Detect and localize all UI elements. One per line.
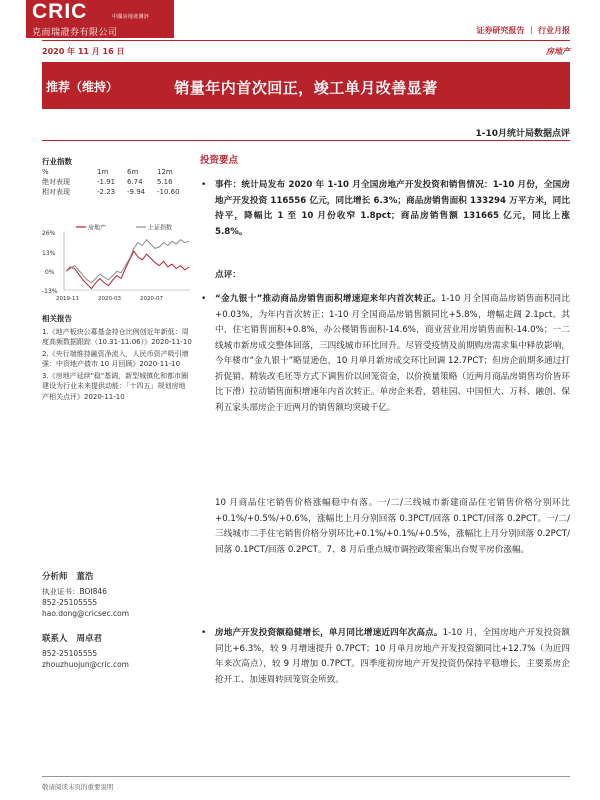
analyst-phone: 852-25105555 xyxy=(42,598,98,607)
x-tick-label: 2019-11 xyxy=(56,296,79,302)
event-paragraph xyxy=(201,178,570,240)
analyst-role: 分析师 xyxy=(42,572,68,582)
analyst-heading xyxy=(42,572,192,583)
performance-table xyxy=(42,167,187,197)
industry-index-label: 行业指数 xyxy=(42,157,72,166)
legend-label-0: 房地产 xyxy=(88,224,107,232)
doc-type: 证券研究报告 ｜ 行业月报 xyxy=(476,26,570,35)
table-cell: 5.16 xyxy=(157,178,173,186)
logo-tagline: 中國房地產測評 xyxy=(112,14,150,20)
report-title: 销量年内首次回正，竣工单月改善显著 xyxy=(174,79,438,97)
analyst-email[interactable]: hao.dong@cricsec.com xyxy=(42,609,130,618)
table-cell: -9.94 xyxy=(127,188,146,196)
x-tick-label: 2020-03 xyxy=(98,296,121,302)
chart-series-layer xyxy=(66,240,189,289)
analyst-card xyxy=(42,572,192,619)
contact-role: 联系人 xyxy=(42,634,68,644)
bullet-icon: • xyxy=(201,180,207,190)
table-row xyxy=(42,177,187,187)
paragraph-sales xyxy=(201,292,570,416)
paragraph-lead: “金九银十”推动商品房销售面积增速迎来年内首次转正。 xyxy=(215,294,441,304)
table-header-cell: 1m xyxy=(97,168,109,176)
footer-divider xyxy=(42,776,570,777)
industry-index xyxy=(42,156,192,197)
contact-email[interactable]: zhouzhuojun@cric.com xyxy=(42,660,129,669)
section-heading: 投资要点 xyxy=(200,155,239,166)
contact-card xyxy=(42,634,192,670)
header-divider xyxy=(42,40,570,41)
table-cell: -2.23 xyxy=(97,188,116,196)
logo-company-name: 克而瑞證券有限公司 xyxy=(32,28,118,38)
series-line-0 xyxy=(66,251,189,288)
related-reports xyxy=(42,314,192,402)
table-cell: 绝对表现 xyxy=(42,178,70,186)
table-cell: -10.60 xyxy=(157,188,180,196)
paragraph-body: 1-10 月全国商品房销售面积同比+0.03%，为年内首次转正；1-10 月全国商品房销售额同比+5.8%，增幅走阔 2.1pct。其中，住宅销售面积+0.8%，办公楼销售面积-14.6%，商业营业用房销售面积-14.0%；一二线城市新房成交整体回落，三四线城市环比回升。尽管受疫情及前期购房需求集中释放影响，今年楼市“金九银十”略显逊色，10 月单月新房成交环比回调 12.7PCT；但房企前期多通过打折促销、精装改毛坯等方式下调售价以回笼资金，以价换量策略（近两月商品房销售均价皆环比下滑）拉动销售面积增速年内首次转正。单房企来看，碧桂园、中国恒大、万科、融创、保利五家头部房企于近两月的销售额均突破千亿。 xyxy=(215,294,570,413)
y-tick-label: 26% xyxy=(42,230,56,237)
event-text: 事件：统计局发布 2020 年 1-10 月全国房地产开发投资和销售情况：1-10 月份，全国房地产开发投资 116556 亿元，同比增长 6.3%；商品房销售面积 133294 万平方米，同比持平，降幅比 1 至 10 月份收窄 1.8pct；商品房销售额 131665 亿元，同比上涨 5.8%。 xyxy=(215,180,570,237)
index-chart xyxy=(42,222,192,307)
contact-name: 周卓君 xyxy=(76,634,102,644)
table-header-cell: % xyxy=(42,168,49,176)
footer-disclaimer: 敬请阅读末页的重要说明 xyxy=(42,783,114,791)
report-category: 房地产 xyxy=(546,47,570,56)
logo-wordmark: CRIC xyxy=(32,0,88,23)
contact-phone: 852-25105555 xyxy=(42,649,98,658)
report-date: 2020 年 11 月 16 日 xyxy=(42,47,125,56)
analyst-name: 董浩 xyxy=(76,572,94,582)
table-cell: -1.91 xyxy=(97,178,116,186)
table-row xyxy=(42,187,187,197)
rating-label: 推荐（维持） xyxy=(46,80,119,94)
title-banner xyxy=(42,62,570,109)
paragraph-prices: 10 月商品住宅销售价格涨幅稳中有落。一/二/三线城市新建商品住宅销售价格分别环比 +0.1%/+0.5%/+0.6%，涨幅比上月分别回落 0.3PCT/回落 0.1PCT/回落 0.2PCT。一/二/三线城市二手住宅销售价格分别环比+0.1%/+0.1%/+0.5%，涨幅比上月分别回落 0.2PCT/回落 0.1PCT/回落 0.2PCT。7、8 月后重点城市调控政策密集出台熨平房价涨幅。 xyxy=(215,498,570,555)
paragraph-lead: 房地产开发投资额稳健增长，单月同比增速近四年次高点。 xyxy=(215,628,443,638)
legend-label-1: 上证指数 xyxy=(148,224,173,232)
related-reports-label: 相关报告 xyxy=(42,314,72,323)
bullet-icon: • xyxy=(201,628,207,638)
series-line-1 xyxy=(66,240,189,283)
paragraph-body: 1-10 月，全国房地产开发投资额同比+6.3%，较 9 月增速提升 0.7PCT；10 月单月房地产开发投资额同比+12.7%（为近四年来次高点），较 9 月增加 0.7PCT。四季度初房地产开发投资仍保持平稳增长，主要系房企抢开工、加速周转回笼资金所致。 xyxy=(215,628,570,685)
y-tick-label: 0% xyxy=(45,269,55,276)
y-tick-label: -13% xyxy=(42,288,58,295)
y-tick-label: 13% xyxy=(42,250,56,257)
related-report-item[interactable]: 2.《央行端维持融资净流入，人民币资产吸引增强：中资地产债市 10 月回顾》2020-11-10 xyxy=(42,349,189,368)
report-subtitle: 1-10月统计局数据点评 xyxy=(475,129,570,139)
company-logo xyxy=(26,0,174,38)
bullet-icon: • xyxy=(201,294,207,304)
subtitle-divider xyxy=(42,140,570,141)
comment-label: 点评： xyxy=(215,270,241,280)
analyst-cert: 执业证书：BOI846 xyxy=(42,587,107,596)
table-header-cell: 6m xyxy=(127,168,139,176)
paragraph-investment xyxy=(201,626,570,688)
contact-heading xyxy=(42,634,192,645)
table-cell: 相对表现 xyxy=(42,188,70,196)
table-header-cell: 12m xyxy=(157,168,173,176)
x-tick-label: 2020-07 xyxy=(140,296,163,302)
table-cell: 6.74 xyxy=(127,178,143,186)
related-report-item[interactable]: 3.《房地产延续"稳"基调，新型城镇化和都市圈建设为行业未来提供动能：「十四五」规划房地产相关点评》2020-11-10 xyxy=(42,371,189,401)
table-header-row xyxy=(42,167,187,177)
related-report-item[interactable]: 1.《地产板块公募基金持仓比例创近年新低：周度高频数据跟踪（10.31-11.06）》2020-11-10 xyxy=(42,327,192,346)
